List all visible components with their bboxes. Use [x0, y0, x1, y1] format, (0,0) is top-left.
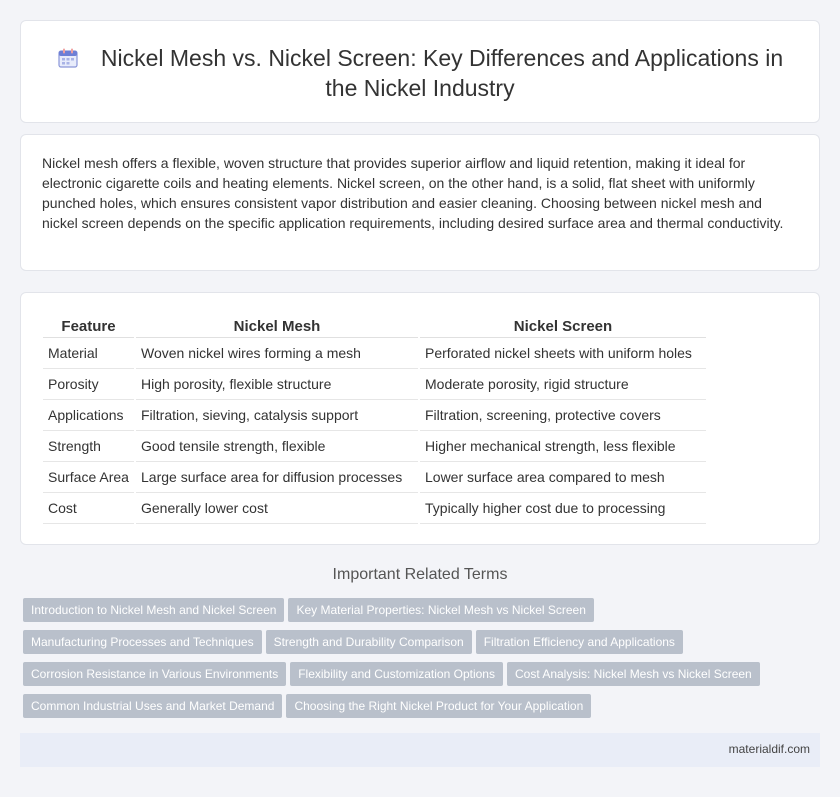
table-row: [43, 369, 706, 400]
related-term-link[interactable]: Choosing the Right Nickel Product for Your Application: [286, 694, 591, 718]
table-cell: Generally lower cost: [135, 493, 419, 524]
intro-card: [20, 134, 820, 271]
related-term-link[interactable]: Common Industrial Uses and Market Demand: [23, 694, 282, 718]
table-cell: Cost: [43, 493, 135, 524]
related-term-link[interactable]: Corrosion Resistance in Various Environments: [23, 662, 286, 686]
related-terms-list: [23, 598, 813, 726]
comparison-table: [43, 315, 706, 524]
table-row: [43, 431, 706, 462]
related-terms-title: Important Related Terms: [332, 566, 508, 583]
related-term-link[interactable]: Cost Analysis: Nickel Mesh vs Nickel Screen: [507, 662, 760, 686]
table-cell: Filtration, sieving, catalysis support: [135, 400, 419, 431]
related-term-link[interactable]: Strength and Durability Comparison: [266, 630, 472, 654]
table-cell: Porosity: [43, 369, 135, 400]
table-cell: Large surface area for diffusion processes: [135, 462, 419, 493]
calendar-icon: [57, 46, 79, 68]
table-row: [43, 400, 706, 431]
header-feature: Feature: [43, 315, 135, 338]
table-cell: Higher mechanical strength, less flexible: [419, 431, 706, 462]
header-nickel-screen: Nickel Screen: [419, 315, 706, 338]
title-card: [20, 20, 820, 123]
table-cell: Good tensile strength, flexible: [135, 431, 419, 462]
table-cell: Woven nickel wires forming a mesh: [135, 338, 419, 369]
footer: [20, 733, 820, 767]
related-term-link[interactable]: Introduction to Nickel Mesh and Nickel Screen: [23, 598, 284, 622]
page-title: Nickel Mesh vs. Nickel Screen: Key Differences and Applications in the Nickel Industry: [100, 45, 784, 101]
table-cell: High porosity, flexible structure: [135, 369, 419, 400]
table-cell: Material: [43, 338, 135, 369]
table-cell: Perforated nickel sheets with uniform holes: [419, 338, 706, 369]
table-cell: Strength: [43, 431, 135, 462]
table-row: [43, 338, 706, 369]
related-term-link[interactable]: Flexibility and Customization Options: [290, 662, 503, 686]
table-row: [43, 493, 706, 524]
related-term-link[interactable]: Filtration Efficiency and Applications: [476, 630, 683, 654]
table-cell: Typically higher cost due to processing: [419, 493, 706, 524]
table-cell: Filtration, screening, protective covers: [419, 400, 706, 431]
table-cell: Surface Area: [43, 462, 135, 493]
related-term-link[interactable]: Key Material Properties: Nickel Mesh vs Nickel Screen: [288, 598, 593, 622]
comparison-card: [20, 292, 820, 545]
table-cell: Moderate porosity, rigid structure: [419, 369, 706, 400]
table-cell: Lower surface area compared to mesh: [419, 462, 706, 493]
header-nickel-mesh: Nickel Mesh: [135, 315, 419, 338]
table-row: [43, 462, 706, 493]
intro-paragraph: Nickel mesh offers a flexible, woven structure that provides superior airflow and liquid retention, making it ideal for electronic cigarette coils and heating elements. Nickel screen, on the other hand, is a solid, flat sheet with uniformly punched holes, which ensures consistent vapor distribution and easier cleaning. Choosing between nickel mesh and nickel screen depends on the specific application requirements, including desired surface area and thermal conductivity.: [42, 155, 784, 231]
page-title-wrapper: [41, 43, 799, 103]
table-header-row: [43, 315, 706, 338]
related-term-link[interactable]: Manufacturing Processes and Techniques: [23, 630, 262, 654]
footer-site-link[interactable]: materialdif.com: [728, 742, 810, 756]
table-cell: Applications: [43, 400, 135, 431]
